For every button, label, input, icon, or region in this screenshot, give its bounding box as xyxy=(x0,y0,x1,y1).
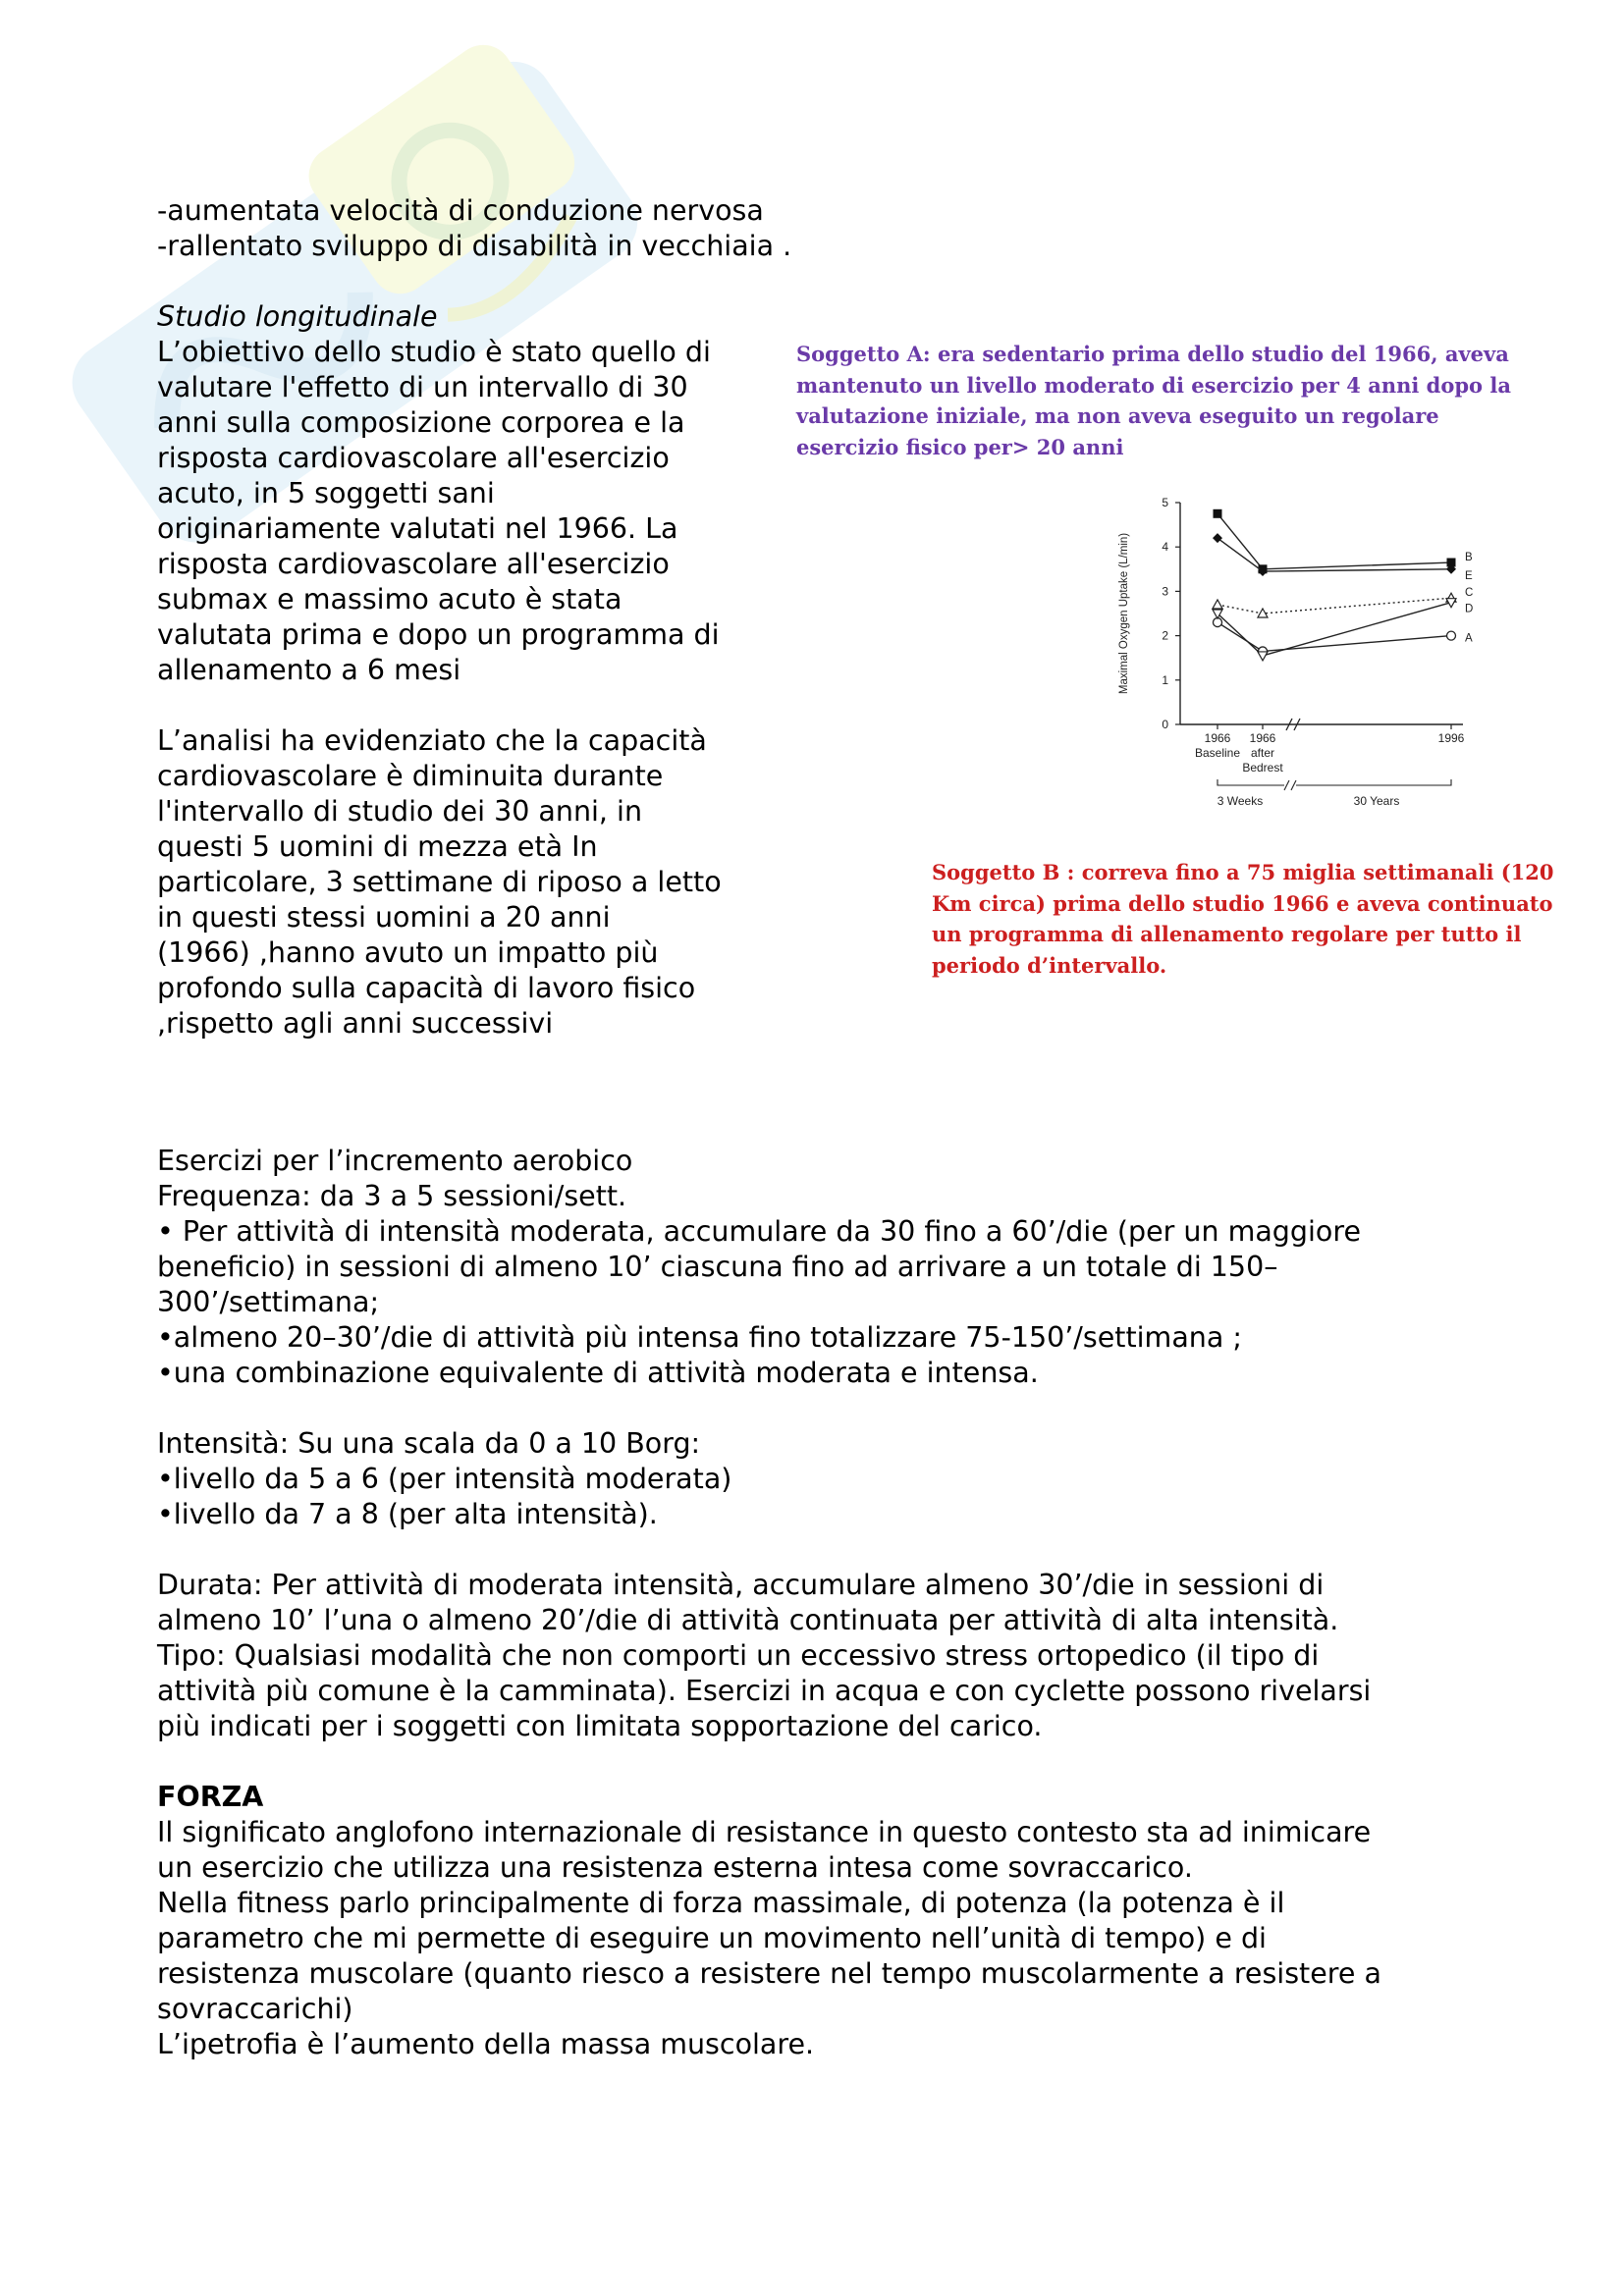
duration-line: più indicati per i soggetti con limitata sopportazione del carico. xyxy=(157,1710,1043,1742)
interval-break xyxy=(1284,780,1296,790)
x-tick-label: Bedrest xyxy=(1242,761,1283,774)
x-tick-label: 1996 xyxy=(1437,731,1465,745)
study-line: valutata prima e dopo un programma di xyxy=(157,618,720,651)
intro-line-1: -aumentata velocità di conduzione nervosa xyxy=(157,194,764,227)
duration-line: Tipo: Qualsiasi modalità che non comporti un eccessivo stress ortopedico (il tipo di xyxy=(157,1639,1320,1672)
intensity-section xyxy=(157,1426,731,1532)
interval-bracket xyxy=(1296,779,1451,785)
y-tick-label: 0 xyxy=(1162,718,1168,731)
series-label-e: E xyxy=(1465,569,1473,582)
aerobic-line: •una combinazione equivalente di attività moderata e intensa. xyxy=(157,1357,1039,1389)
analysis-line: particolare, 3 settimane di riposo a letto xyxy=(157,866,722,898)
series-line-b xyxy=(1217,513,1451,569)
y-tick-label: 3 xyxy=(1162,584,1168,599)
series-label-a: A xyxy=(1465,632,1473,645)
duration-line: Durata: Per attività di moderata intensità, accumulare almeno 30’/die in sessioni di xyxy=(157,1569,1325,1601)
aerobic-line: Frequenza: da 3 a 5 sessioni/sett. xyxy=(157,1180,627,1212)
strength-line: Il significato anglofono internazionale di resistance in questo contesto sta ad inimicare xyxy=(157,1816,1372,1848)
aerobic-line: •almeno 20–30’/die di attività più intensa fino totalizzare 75-150’/settimana ; xyxy=(157,1321,1242,1354)
intensity-line: •livello da 7 a 8 (per alta intensità). xyxy=(157,1498,658,1530)
vo2max-chart xyxy=(1109,489,1522,823)
strength-section xyxy=(157,1780,1381,2062)
y-tick-label: 4 xyxy=(1162,540,1168,555)
subject-b-caption: Soggetto B : correva fino a 75 miglia settimanali (120 Km circa) prima dello studio 1966 e aveva continuato un programma di allenamento regolare per tutto il periodo d’intervallo. xyxy=(932,860,1554,978)
series-line-d xyxy=(1217,603,1451,656)
analysis-line: in questi stessi uomini a 20 anni xyxy=(157,901,611,934)
y-tick-label: 5 xyxy=(1162,496,1168,509)
duration-section xyxy=(157,1568,1371,1744)
interval-label: 3 Weeks xyxy=(1217,794,1264,808)
strength-line: Nella fitness parlo principalmente di forza massimale, di potenza (la potenza è il xyxy=(157,1887,1285,1919)
aerobic-section xyxy=(157,1144,1361,1391)
x-tick-label: 1966 xyxy=(1249,731,1276,745)
analysis-line: profondo sulla capacità di lavoro fisico xyxy=(157,972,696,1004)
series-label-c: C xyxy=(1465,587,1474,600)
x-tick-label: Baseline xyxy=(1194,746,1241,760)
strength-line: resistenza muscolare (quanto riesco a resistere nel tempo muscolarmente a resistere a xyxy=(157,1957,1381,1990)
data-point-a xyxy=(1447,631,1456,640)
y-axis-label: Maximal Oxygen Uptake (L/min) xyxy=(1118,532,1130,695)
study-line: acuto, in 5 soggetti sani xyxy=(157,477,495,509)
strength-line: L’ipetrofia è l’aumento della massa muscolare. xyxy=(157,2028,815,2060)
aerobic-line: • Per attività di intensità moderata, accumulare da 30 fino a 60’/die (per un maggiore xyxy=(157,1215,1361,1248)
study-heading: Studio longitudinale xyxy=(157,300,438,333)
subject-a-caption: Soggetto A: era sedentario prima dello studio del 1966, aveva mantenuto un livello moderato di esercizio per 4 anni dopo la valutazione iniziale, ma non aveva eseguito un regolare esercizio fisico per> 20 anni xyxy=(796,342,1511,459)
study-line: submax e massimo acuto è stata xyxy=(157,583,622,615)
y-tick-label: 2 xyxy=(1162,628,1168,643)
y-tick-label: 1 xyxy=(1162,672,1168,687)
duration-line: almeno 10’ l’una o almeno 20’/die di attività continuata per attività di alta intensità. xyxy=(157,1604,1339,1636)
aerobic-line: Esercizi per l’incremento aerobico xyxy=(157,1145,633,1177)
analysis-line: cardiovascolare è diminuita durante xyxy=(157,760,664,792)
aerobic-line: 300’/settimana; xyxy=(157,1286,380,1318)
study-line: allenamento a 6 mesi xyxy=(157,654,461,686)
study-line: risposta cardiovascolare all'esercizio xyxy=(157,442,670,474)
aerobic-line: beneficio) in sessioni di almeno 10’ ciascuna fino ad arrivare a un totale di 150– xyxy=(157,1251,1278,1283)
interval-bracket xyxy=(1217,779,1284,785)
series-label-d: D xyxy=(1465,603,1474,615)
intensity-line: Intensità: Su una scala da 0 a 10 Borg: xyxy=(157,1427,701,1460)
study-section xyxy=(157,299,720,688)
study-line: risposta cardiovascolare all'esercizio xyxy=(157,548,670,580)
analysis-line: questi 5 uomini di mezza età In xyxy=(157,830,598,863)
data-point-c xyxy=(1213,600,1222,609)
analysis-line: ,rispetto agli anni successivi xyxy=(157,1007,554,1040)
series-label-b: B xyxy=(1465,552,1473,564)
study-line: anni sulla composizione corporea e la xyxy=(157,406,685,439)
intro-line-2: -rallentato sviluppo di disabilità in vecchiaia . xyxy=(157,230,792,262)
data-point-e xyxy=(1213,533,1222,543)
data-point-d xyxy=(1258,652,1268,661)
strength-line: un esercizio che utilizza una resistenza esterna intesa come sovraccarico. xyxy=(157,1851,1193,1884)
duration-line: attività più comune è la camminata). Esercizi in acqua e con cyclette possono rivelarsi xyxy=(157,1675,1372,1707)
data-point-b xyxy=(1214,509,1222,518)
x-tick-label: 1966 xyxy=(1204,731,1231,745)
x-tick-label: after xyxy=(1250,746,1275,760)
strength-line: sovraccarichi) xyxy=(157,1993,353,2025)
series-line-c xyxy=(1217,598,1451,614)
strength-line: parametro che mi permette di eseguire un movimento nell’unità di tempo) e di xyxy=(157,1922,1267,1954)
analysis-line: l'intervallo di studio dei 30 anni, in xyxy=(157,795,643,828)
analysis-line: (1966) ,hanno avuto un impatto più xyxy=(157,936,659,969)
intensity-line: •livello da 5 a 6 (per intensità moderata) xyxy=(157,1463,732,1495)
study-line: L’obiettivo dello studio è stato quello di xyxy=(157,336,711,368)
strength-heading: FORZA xyxy=(157,1781,264,1813)
analysis-line: L’analisi ha evidenziato che la capacità xyxy=(157,724,707,757)
interval-label: 30 Years xyxy=(1353,794,1400,808)
study-line: originariamente valutati nel 1966. La xyxy=(157,512,678,545)
analysis-paragraph xyxy=(157,723,722,1041)
study-line: valutare l'effetto di un intervallo di 30 xyxy=(157,371,688,403)
